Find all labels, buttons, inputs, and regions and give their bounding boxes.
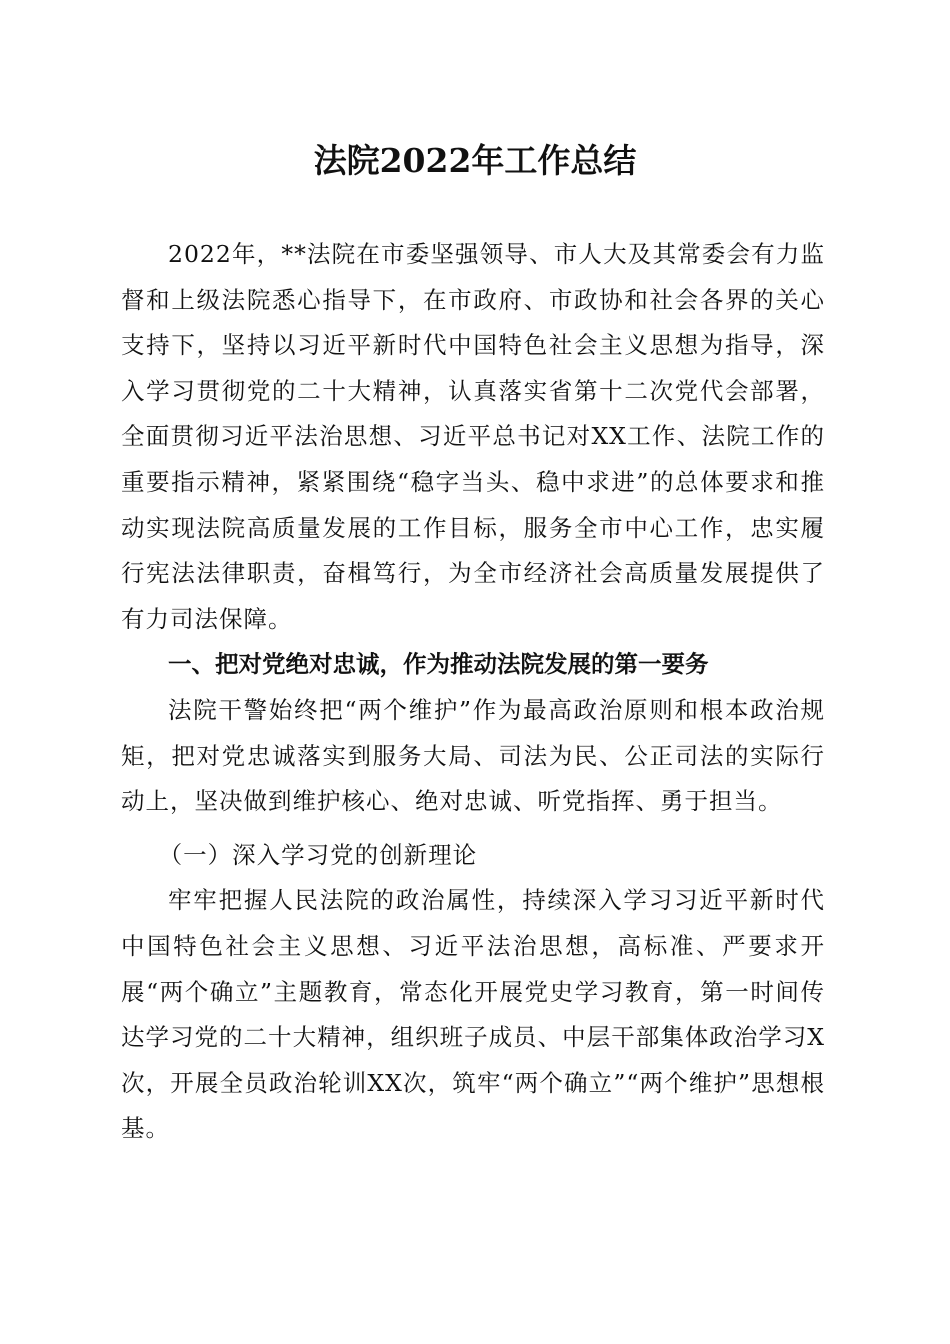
document-body — [121, 232, 825, 1152]
subsection-heading-1: （一）深入学习党的创新理论 — [158, 840, 478, 869]
intro-paragraph: 2022年，**法院在市委坚强领导、市人大及其常委会有力监督和上级法院悉心指导下，在市政府、市政协和社会各界的关心支持下，坚持以习近平新时代中国特色社会主义思想为指导，深入学习贯彻党的二十大精神，认真落实省第十二次党代会部署，全面贯彻习近平法治思想、习近平总书记对XX工作、法院工作的重要指示精神，紧紧围绕“稳字当头、稳中求进”的总体要求和推动实现法院高质量发展的工作目标，服务全市中心工作，忠实履行宪法法律职责，奋楫笃行，为全市经济社会高质量发展提供了有力司法保障。 — [121, 240, 825, 633]
spacer — [121, 825, 825, 833]
subsection-1-paragraph: 牢牢把握人民法院的政治属性，持续深入学习习近平新时代中国特色社会主义思想、习近平法治思想，高标准、严要求开展“两个确立”主题教育，常态化开展党史学习教育，第一时间传达学习党的二十大精神，组织班子成员、中层干部集体政治学习X次，开展全员政治轮训XX次，筑牢“两个确立”“两个维护”思想根基。 — [121, 886, 825, 1143]
section-1-paragraph: 法院干警始终把“两个维护”作为最高政治原则和根本政治规矩，把对党忠诚落实到服务大局、司法为民、公正司法的实际行动上，坚决做到维护核心、绝对忠诚、听党指挥、勇于担当。 — [121, 695, 825, 816]
document-title: 法院2022年工作总结 — [313, 141, 637, 180]
section-heading-1: 一、把对党绝对忠诚，作为推动法院发展的第一要务 — [168, 650, 709, 679]
